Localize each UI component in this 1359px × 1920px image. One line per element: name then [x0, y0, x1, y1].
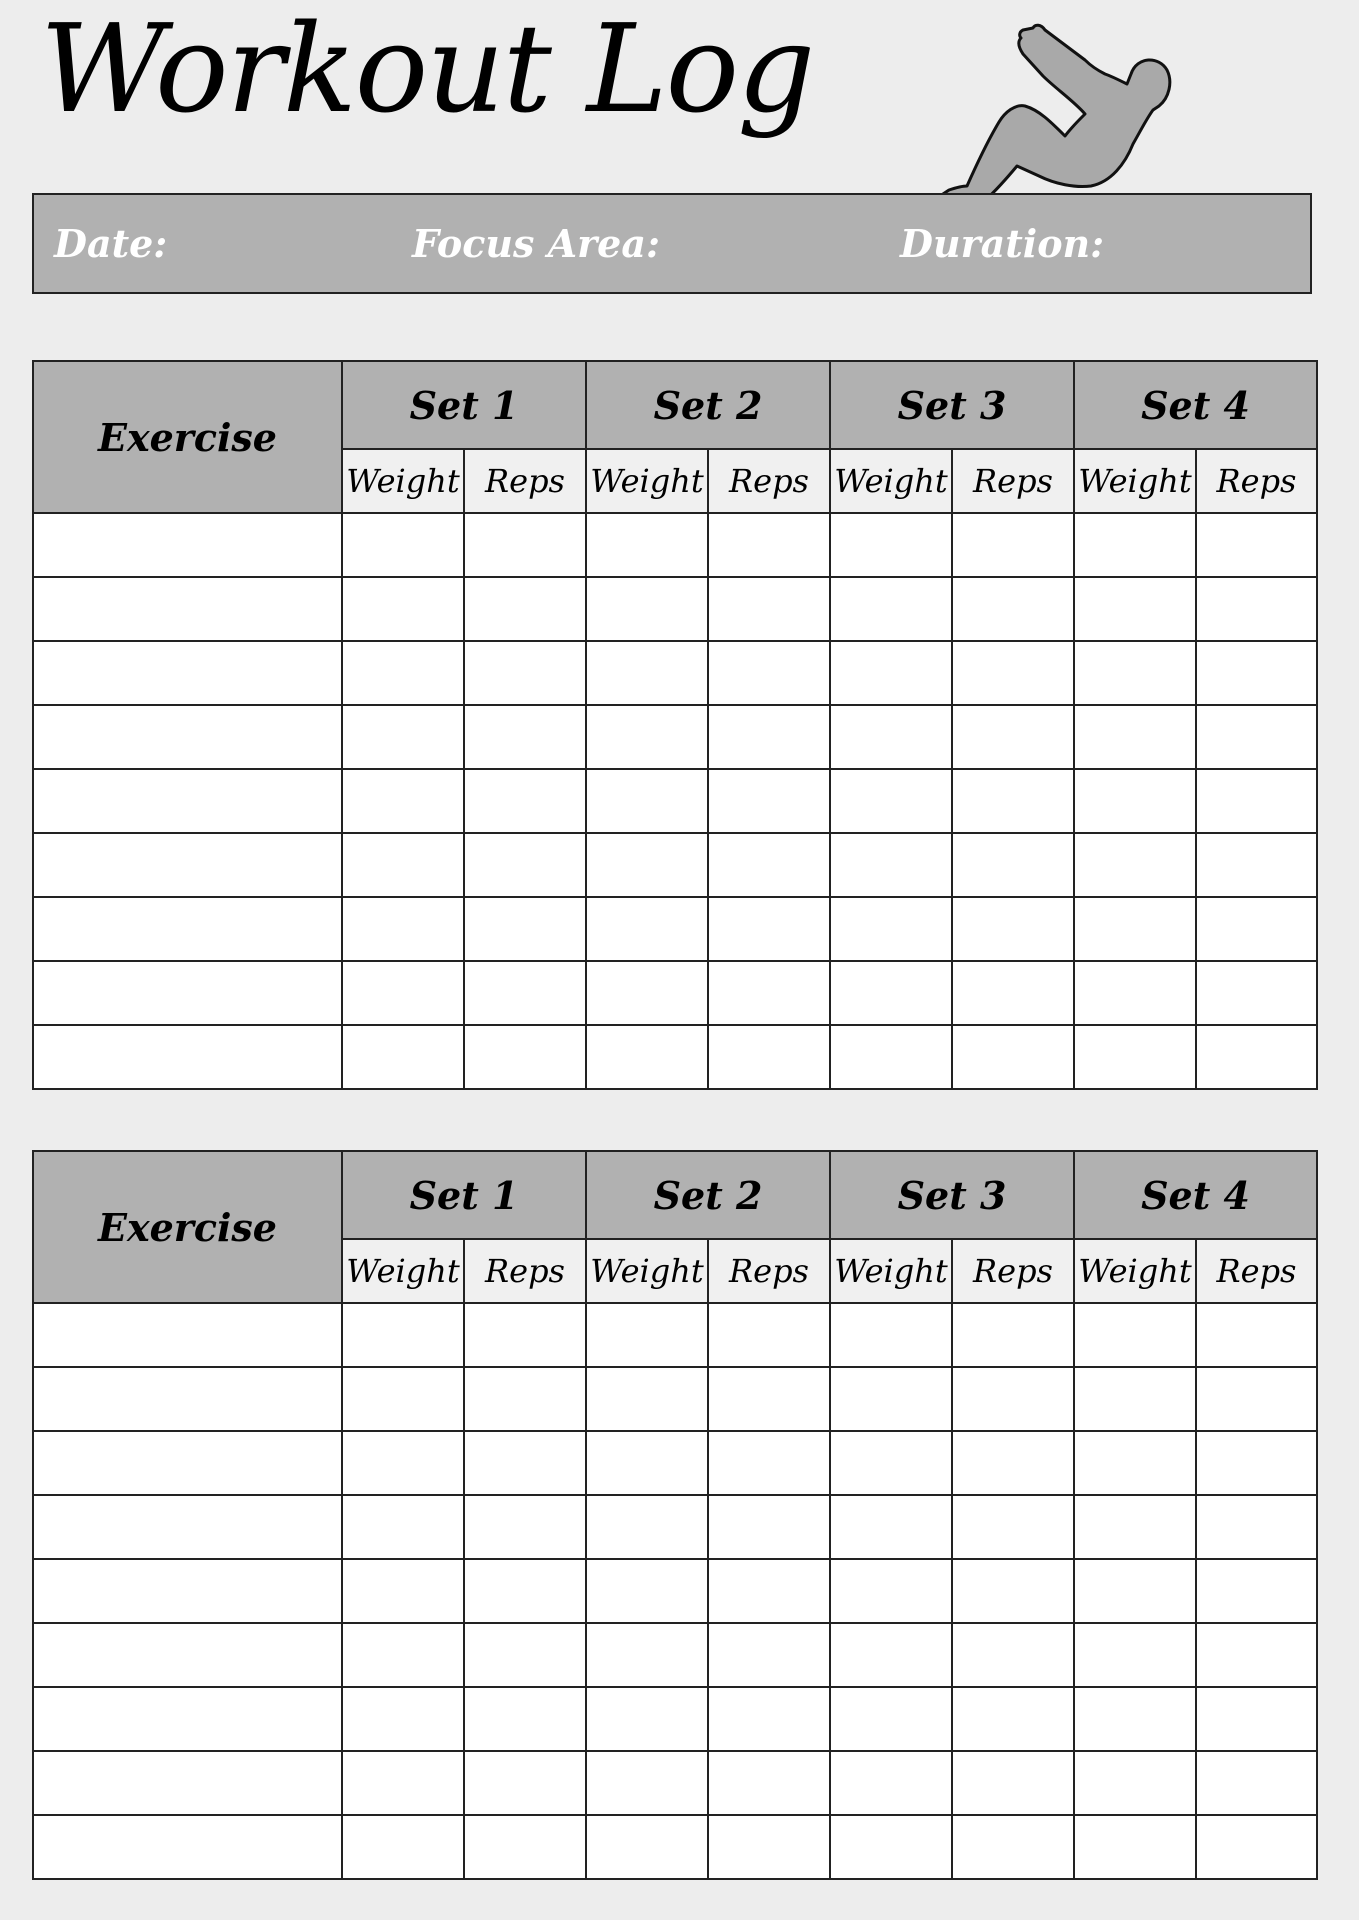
weight-cell[interactable]: [342, 513, 464, 577]
weight-cell[interactable]: [830, 1495, 952, 1559]
weight-header: Weight: [342, 1239, 464, 1303]
table-row: [33, 1025, 1317, 1089]
weight-cell[interactable]: [342, 641, 464, 705]
set-2-header: Set 2: [586, 361, 830, 449]
set-2-header: Set 2: [586, 1151, 830, 1239]
exercise-cell[interactable]: [33, 1623, 342, 1687]
reps-cell[interactable]: [952, 1687, 1074, 1751]
exercise-cell[interactable]: [33, 705, 342, 769]
set-3-header: Set 3: [830, 1151, 1074, 1239]
reps-cell[interactable]: [1196, 769, 1317, 833]
reps-cell[interactable]: [952, 833, 1074, 897]
reps-cell[interactable]: [464, 961, 586, 1025]
weight-cell[interactable]: [342, 1559, 464, 1623]
weight-cell[interactable]: [1074, 1751, 1196, 1815]
exercise-cell[interactable]: [33, 833, 342, 897]
table-body: [33, 513, 1317, 1089]
date-label: Date:: [54, 221, 168, 266]
reps-cell[interactable]: [708, 577, 830, 641]
weight-cell[interactable]: [830, 897, 952, 961]
weight-cell[interactable]: [1074, 1623, 1196, 1687]
weight-cell[interactable]: [342, 1025, 464, 1089]
reps-cell[interactable]: [464, 1623, 586, 1687]
reps-cell[interactable]: [952, 513, 1074, 577]
weight-cell[interactable]: [830, 1025, 952, 1089]
weight-cell[interactable]: [342, 705, 464, 769]
reps-cell[interactable]: [952, 1025, 1074, 1089]
person-doing-crunch-icon: [915, 18, 1185, 198]
table-row: [33, 1687, 1317, 1751]
reps-cell[interactable]: [708, 1623, 830, 1687]
reps-cell[interactable]: [464, 1431, 586, 1495]
reps-cell[interactable]: [708, 1751, 830, 1815]
exercise-cell[interactable]: [33, 897, 342, 961]
exercise-cell[interactable]: [33, 1431, 342, 1495]
reps-cell[interactable]: [952, 1495, 1074, 1559]
reps-cell[interactable]: [708, 1495, 830, 1559]
weight-cell[interactable]: [830, 1815, 952, 1879]
weight-cell[interactable]: [1074, 1025, 1196, 1089]
reps-cell[interactable]: [464, 1559, 586, 1623]
reps-header: Reps: [952, 449, 1074, 513]
weight-cell[interactable]: [586, 641, 708, 705]
weight-cell[interactable]: [1074, 641, 1196, 705]
reps-header: Reps: [1196, 449, 1317, 513]
exercise-table-2: [32, 1150, 1318, 1880]
table-row: [33, 705, 1317, 769]
weight-cell[interactable]: [586, 1559, 708, 1623]
weight-header: Weight: [342, 449, 464, 513]
reps-cell[interactable]: [708, 1431, 830, 1495]
weight-cell[interactable]: [586, 705, 708, 769]
weight-cell[interactable]: [586, 897, 708, 961]
set-1-header: Set 1: [342, 361, 586, 449]
reps-cell[interactable]: [464, 705, 586, 769]
weight-cell[interactable]: [342, 1687, 464, 1751]
table-row: [33, 1431, 1317, 1495]
weight-cell[interactable]: [1074, 1559, 1196, 1623]
reps-cell[interactable]: [952, 641, 1074, 705]
weight-cell[interactable]: [830, 961, 952, 1025]
weight-cell[interactable]: [342, 1367, 464, 1431]
exercise-cell[interactable]: [33, 641, 342, 705]
weight-cell[interactable]: [586, 961, 708, 1025]
weight-cell[interactable]: [342, 1495, 464, 1559]
weight-cell[interactable]: [1074, 513, 1196, 577]
weight-cell[interactable]: [830, 641, 952, 705]
weight-cell[interactable]: [1074, 833, 1196, 897]
reps-cell[interactable]: [952, 1559, 1074, 1623]
exercise-cell[interactable]: [33, 577, 342, 641]
reps-cell[interactable]: [464, 513, 586, 577]
weight-header: Weight: [1074, 1239, 1196, 1303]
exercise-cell[interactable]: [33, 1559, 342, 1623]
weight-cell[interactable]: [586, 833, 708, 897]
table-row: [33, 641, 1317, 705]
weight-cell[interactable]: [830, 705, 952, 769]
weight-cell[interactable]: [1074, 1687, 1196, 1751]
set-4-header: Set 4: [1074, 361, 1317, 449]
exercise-cell[interactable]: [33, 1815, 342, 1879]
table-row: [33, 961, 1317, 1025]
table-row: [33, 513, 1317, 577]
weight-cell[interactable]: [342, 833, 464, 897]
weight-cell[interactable]: [830, 577, 952, 641]
reps-cell[interactable]: [952, 705, 1074, 769]
reps-cell[interactable]: [708, 1559, 830, 1623]
weight-cell[interactable]: [1074, 961, 1196, 1025]
reps-cell[interactable]: [1196, 1687, 1317, 1751]
weight-cell[interactable]: [342, 1815, 464, 1879]
weight-cell[interactable]: [830, 1367, 952, 1431]
weight-cell[interactable]: [830, 513, 952, 577]
weight-cell[interactable]: [586, 1687, 708, 1751]
exercise-cell[interactable]: [33, 769, 342, 833]
weight-cell[interactable]: [342, 1751, 464, 1815]
weight-cell[interactable]: [1074, 1815, 1196, 1879]
weight-cell[interactable]: [1074, 1495, 1196, 1559]
reps-cell[interactable]: [464, 1367, 586, 1431]
reps-cell[interactable]: [1196, 1623, 1317, 1687]
reps-header: Reps: [708, 1239, 830, 1303]
weight-cell[interactable]: [342, 961, 464, 1025]
reps-cell[interactable]: [708, 1687, 830, 1751]
weight-cell[interactable]: [342, 577, 464, 641]
reps-cell[interactable]: [1196, 961, 1317, 1025]
weight-cell[interactable]: [586, 769, 708, 833]
weight-cell[interactable]: [830, 769, 952, 833]
weight-cell[interactable]: [1074, 1367, 1196, 1431]
reps-header: Reps: [952, 1239, 1074, 1303]
reps-header: Reps: [708, 449, 830, 513]
reps-cell[interactable]: [464, 641, 586, 705]
weight-cell[interactable]: [830, 1303, 952, 1367]
exercise-cell[interactable]: [33, 1687, 342, 1751]
exercise-cell[interactable]: [33, 961, 342, 1025]
table-row: [33, 1303, 1317, 1367]
weight-cell[interactable]: [1074, 1431, 1196, 1495]
reps-cell[interactable]: [952, 1751, 1074, 1815]
table-body: [33, 1303, 1317, 1879]
reps-cell[interactable]: [952, 1303, 1074, 1367]
weight-header: Weight: [830, 1239, 952, 1303]
table-row: [33, 1815, 1317, 1879]
reps-cell[interactable]: [952, 897, 1074, 961]
reps-cell[interactable]: [708, 513, 830, 577]
reps-cell[interactable]: [952, 1431, 1074, 1495]
weight-cell[interactable]: [342, 1303, 464, 1367]
reps-cell[interactable]: [708, 961, 830, 1025]
exercise-cell[interactable]: [33, 1495, 342, 1559]
weight-cell[interactable]: [830, 1623, 952, 1687]
exercise-table-1: [32, 360, 1318, 1090]
reps-header: Reps: [464, 449, 586, 513]
reps-cell[interactable]: [952, 577, 1074, 641]
exercise-cell[interactable]: [33, 1025, 342, 1089]
weight-cell[interactable]: [342, 1623, 464, 1687]
reps-cell[interactable]: [464, 1751, 586, 1815]
reps-cell[interactable]: [1196, 513, 1317, 577]
table-row: [33, 1495, 1317, 1559]
reps-cell[interactable]: [1196, 1559, 1317, 1623]
table-row: [33, 833, 1317, 897]
weight-cell[interactable]: [586, 1367, 708, 1431]
reps-cell[interactable]: [464, 1687, 586, 1751]
weight-cell[interactable]: [342, 897, 464, 961]
weight-cell[interactable]: [1074, 769, 1196, 833]
reps-cell[interactable]: [708, 641, 830, 705]
table-row: [33, 1367, 1317, 1431]
weight-cell[interactable]: [586, 577, 708, 641]
weight-cell[interactable]: [1074, 705, 1196, 769]
weight-cell[interactable]: [830, 1431, 952, 1495]
weight-cell[interactable]: [342, 769, 464, 833]
reps-cell[interactable]: [464, 577, 586, 641]
reps-cell[interactable]: [708, 1815, 830, 1879]
exercise-cell[interactable]: [33, 1303, 342, 1367]
weight-header: Weight: [586, 1239, 708, 1303]
weight-cell[interactable]: [830, 1687, 952, 1751]
page-title: Workout Log: [40, 0, 814, 140]
reps-cell[interactable]: [1196, 1495, 1317, 1559]
weight-header: Weight: [586, 449, 708, 513]
reps-cell[interactable]: [708, 1025, 830, 1089]
reps-cell[interactable]: [1196, 577, 1317, 641]
weight-cell[interactable]: [342, 1431, 464, 1495]
reps-cell[interactable]: [708, 769, 830, 833]
reps-cell[interactable]: [464, 769, 586, 833]
weight-cell[interactable]: [1074, 1303, 1196, 1367]
table-row: [33, 1623, 1317, 1687]
exercise-header: Exercise: [33, 1151, 342, 1303]
reps-cell[interactable]: [708, 705, 830, 769]
table-row: [33, 897, 1317, 961]
exercise-cell[interactable]: [33, 1751, 342, 1815]
reps-cell[interactable]: [1196, 1025, 1317, 1089]
reps-cell[interactable]: [464, 897, 586, 961]
reps-cell[interactable]: [708, 833, 830, 897]
reps-cell[interactable]: [1196, 705, 1317, 769]
reps-header: Reps: [1196, 1239, 1317, 1303]
weight-cell[interactable]: [586, 1815, 708, 1879]
weight-cell[interactable]: [586, 1303, 708, 1367]
reps-cell[interactable]: [1196, 1431, 1317, 1495]
weight-cell[interactable]: [586, 513, 708, 577]
weight-cell[interactable]: [830, 1559, 952, 1623]
reps-cell[interactable]: [1196, 641, 1317, 705]
reps-cell[interactable]: [1196, 833, 1317, 897]
reps-cell[interactable]: [952, 769, 1074, 833]
reps-cell[interactable]: [952, 1367, 1074, 1431]
reps-cell[interactable]: [1196, 1367, 1317, 1431]
reps-cell[interactable]: [464, 1495, 586, 1559]
weight-cell[interactable]: [586, 1025, 708, 1089]
weight-cell[interactable]: [586, 1431, 708, 1495]
reps-cell[interactable]: [708, 1303, 830, 1367]
reps-cell[interactable]: [952, 1623, 1074, 1687]
exercise-cell[interactable]: [33, 1367, 342, 1431]
table-row: [33, 577, 1317, 641]
reps-cell[interactable]: [1196, 1303, 1317, 1367]
reps-cell[interactable]: [464, 1025, 586, 1089]
reps-cell[interactable]: [1196, 897, 1317, 961]
reps-cell[interactable]: [952, 961, 1074, 1025]
exercise-cell[interactable]: [33, 513, 342, 577]
weight-cell[interactable]: [830, 1751, 952, 1815]
table-row: [33, 769, 1317, 833]
reps-cell[interactable]: [1196, 1751, 1317, 1815]
set-3-header: Set 3: [830, 361, 1074, 449]
reps-cell[interactable]: [464, 1303, 586, 1367]
weight-cell[interactable]: [830, 833, 952, 897]
weight-cell[interactable]: [1074, 897, 1196, 961]
duration-label: Duration:: [900, 221, 1105, 266]
weight-cell[interactable]: [1074, 577, 1196, 641]
weight-cell[interactable]: [586, 1623, 708, 1687]
set-4-header: Set 4: [1074, 1151, 1317, 1239]
set-1-header: Set 1: [342, 1151, 586, 1239]
weight-header: Weight: [830, 449, 952, 513]
session-info-bar: [32, 193, 1312, 294]
reps-cell[interactable]: [1196, 1815, 1317, 1879]
exercise-header: Exercise: [33, 361, 342, 513]
weight-cell[interactable]: [586, 1495, 708, 1559]
reps-cell[interactable]: [708, 1367, 830, 1431]
table-row: [33, 1751, 1317, 1815]
reps-cell[interactable]: [464, 1815, 586, 1879]
table-row: [33, 1559, 1317, 1623]
reps-cell[interactable]: [952, 1815, 1074, 1879]
reps-cell[interactable]: [464, 833, 586, 897]
reps-cell[interactable]: [708, 897, 830, 961]
weight-header: Weight: [1074, 449, 1196, 513]
focus-area-label: Focus Area:: [412, 221, 660, 266]
reps-header: Reps: [464, 1239, 586, 1303]
weight-cell[interactable]: [586, 1751, 708, 1815]
